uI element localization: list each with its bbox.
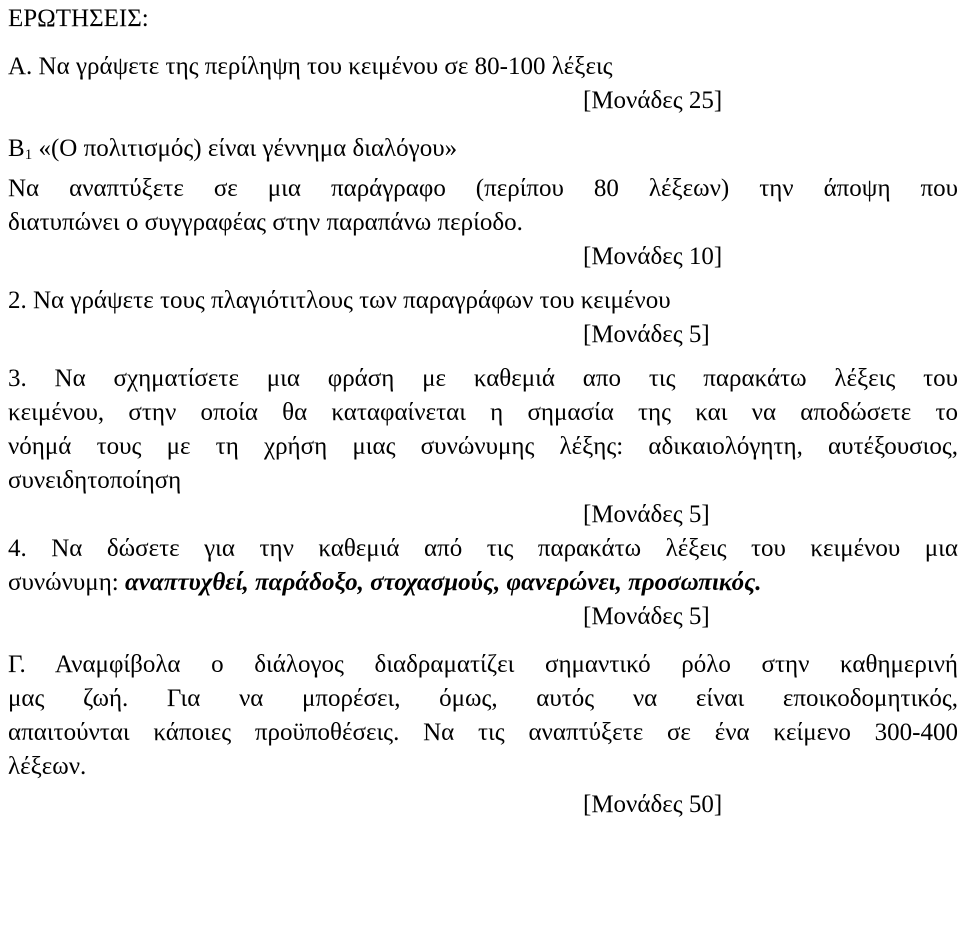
question-4-word-list: αναπτυχθεί, παράδοξο, στοχασμούς, φανερώνει, προσωπικός.: [124, 569, 762, 596]
questions-heading: ΕΡΩΤΗΣΕΙΣ:: [8, 5, 149, 32]
question-b1-line-1: Να αναπτύξετε σε μια παράγραφο (περίπου 80 λέξεων) την άποψη που: [8, 175, 958, 202]
question-2-marks: [Μονάδες 5]: [583, 321, 710, 348]
exam-questions-page: [8, 0, 958, 822]
question-3-line-4: συνειδητοποίηση: [8, 467, 182, 494]
question-3-line-3: νόημά τους με τη χρήση μιας συνώνυμης λέξης: αδικαιολόγητη, αυτέξουσιος,: [8, 433, 958, 460]
question-2-text: 2. Να γράψετε τους πλαγιότιτλους των παραγράφων του κειμένου: [8, 287, 671, 314]
question-g-line-2: μας ζωή. Για να μπορέσει, όμως, αυτός να είναι εποικοδομητικός,: [8, 685, 958, 712]
question-b1-title: [8, 132, 958, 172]
question-4-line-2: [8, 566, 958, 600]
question-3-line-2: κειμένου, στην οποία θα καταφαίνεται η σημασία της και να αποδώσετε το: [8, 399, 958, 426]
question-b1-label: Β: [8, 135, 25, 162]
question-a-marks: [Μονάδες 25]: [583, 87, 723, 114]
question-3-line-1: 3. Να σχηματίσετε μια φράση με καθεμιά απο τις παρακάτω λέξεις του: [8, 365, 958, 392]
question-g-line-1: Γ. Αναμφίβολα ο διάλογος διαδραματίζει σημαντικό ρόλο στην καθημερινή: [8, 651, 958, 678]
question-b1-line-2: διατυπώνει ο συγγραφέας στην παραπάνω περίοδο.: [8, 209, 523, 236]
question-b1-quote: «(Ο πολιτισμός) είναι γέννημα διαλόγου»: [32, 135, 458, 162]
question-g-line-4: λέξεων.: [8, 753, 87, 780]
question-a-text: Α. Να γράψετε της περίληψη του κειμένου σε 80-100 λέξεις: [8, 53, 613, 80]
question-4-marks: [Μονάδες 5]: [583, 603, 710, 630]
question-4-line-1: 4. Να δώσετε για την καθεμιά από τις παρακάτω λέξεις του κειμένου μια: [8, 535, 958, 562]
question-3-marks: [Μονάδες 5]: [583, 501, 710, 528]
question-g-marks: [Μονάδες 50]: [583, 791, 723, 818]
question-g-line-3: απαιτούνται κάποιες προϋποθέσεις. Να τις αναπτύξετε σε ένα κείμενο 300-400: [8, 719, 958, 746]
question-4-prefix: συνώνυμη:: [8, 569, 125, 596]
question-b1-marks: [Μονάδες 10]: [583, 243, 723, 270]
question-b1-label-subscript: 1: [24, 147, 33, 163]
